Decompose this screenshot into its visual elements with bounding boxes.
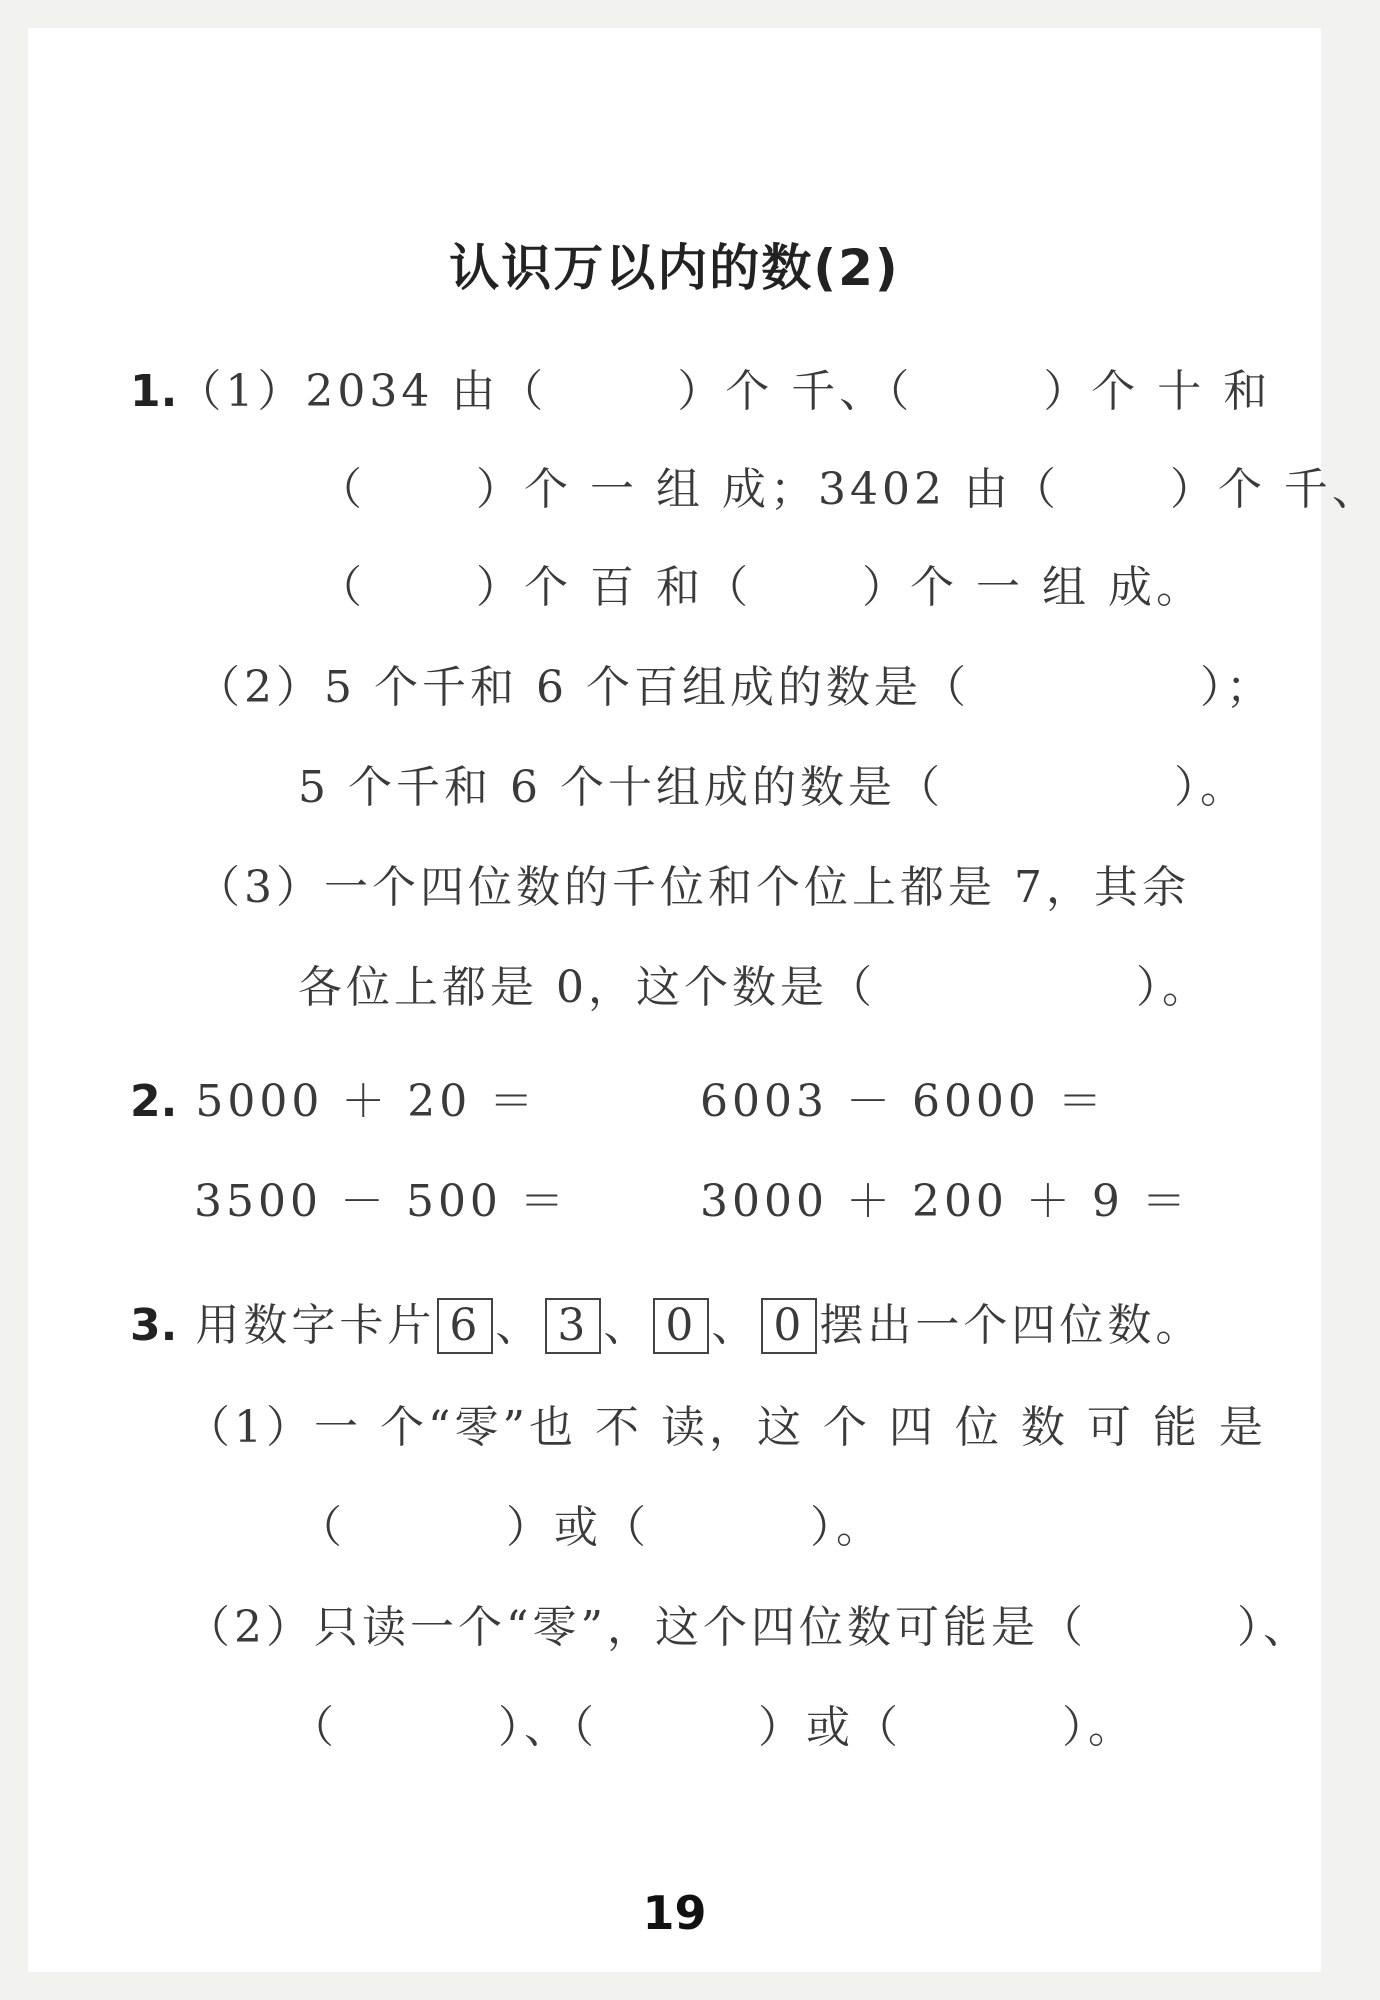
q1-part3-line2-b: ）。 (1135, 962, 1210, 1013)
digit-card: 3 (545, 1298, 601, 1354)
separator: 、 (495, 1300, 544, 1351)
digit-card: 6 (437, 1298, 493, 1354)
q3-line-5 (290, 1698, 1136, 1758)
q1-part1-tag: （1） (177, 366, 306, 417)
q1-part2-text-a: 5 个千和 6 个百组成的数是（ (324, 662, 970, 713)
q1-part2-line2-a: 5 个千和 6 个十组成的数是（ (298, 762, 944, 813)
q3-intro-a: 用数字卡片 (195, 1300, 436, 1351)
q1-line-4 (196, 658, 1274, 718)
q3-part1-line2-a: （ (298, 1502, 346, 1553)
q3-part2-tag: （2） (186, 1602, 314, 1653)
q1-part3-line2-a: 各位上都是 0，这个数是（ (298, 962, 876, 1013)
q3-number: 3. (130, 1300, 178, 1351)
q1-part1-text-b: ）个 千、（ (677, 366, 914, 417)
q3-line-1 (130, 1296, 1203, 1356)
q3-intro-b: 摆出一个四位数。 (819, 1300, 1204, 1351)
page-number: 19 (642, 1886, 707, 1940)
page-title: 认识万以内的数(2) (449, 239, 900, 297)
q3-line-4 (186, 1598, 1311, 1658)
q1-part1-line3-a: （ (318, 562, 366, 613)
q1-part3-tag: （3） (196, 862, 324, 913)
q1-part3-text: 一个四位数的千位和个位上都是 7，其余 (324, 862, 1190, 913)
q3-part1-line2-b: ）或（ (506, 1502, 650, 1553)
q1-line-6 (196, 858, 1190, 918)
q1-part1-line2-a: （ (318, 464, 366, 515)
q1-part2-line2-b: ）。 (1173, 762, 1248, 813)
q3-line-2 (186, 1398, 1267, 1458)
q1-number: 1. (130, 366, 178, 417)
q1-line-5 (298, 758, 1248, 818)
q1-line-1 (130, 362, 1271, 422)
q1-line-3 (318, 558, 1204, 618)
q3-part1-line2-c: ）。 (810, 1502, 884, 1553)
q2-expr-3: 3500 － 500 ＝ (194, 1176, 568, 1227)
q2-expr-2: 6003 － 6000 ＝ (700, 1076, 1106, 1127)
digit-card: 0 (761, 1298, 817, 1354)
q1-part2-text-b: ）； (1199, 662, 1274, 713)
q1-part1-line2-b: ）个 一 组 成；3402 由（ (476, 464, 1060, 515)
q3-part1-tag: （1） (186, 1402, 314, 1453)
q3-part2-text-a: 只读一个“零”，这个四位数可能是（ (314, 1602, 1087, 1653)
q2-line-1 (130, 1072, 537, 1132)
q1-part1-text-a: 2034 由（ (305, 366, 548, 417)
q3-part2-line2-d: ）。 (1062, 1702, 1136, 1753)
separator: 、 (711, 1300, 760, 1351)
q2-expr-1: 5000 ＋ 20 ＝ (195, 1076, 538, 1127)
separator: 、 (603, 1300, 652, 1351)
q1-line-2 (318, 460, 1380, 520)
q1-part1-line3-b: ）个 百 和（ (476, 562, 752, 613)
q1-part2-tag: （2） (196, 662, 324, 713)
q2-expr-4: 3000 ＋ 200 ＋ 9 ＝ (700, 1176, 1190, 1227)
digit-card: 0 (653, 1298, 709, 1354)
q1-part1-line3-c: ）个 一 组 成。 (861, 562, 1204, 613)
q3-part2-line2-c: ）或（ (758, 1702, 902, 1753)
q1-line-7 (298, 958, 1210, 1018)
q2-number: 2. (130, 1076, 178, 1127)
q3-part2-line2-a: （ (290, 1702, 338, 1753)
q1-part1-line2-c: ）个 千、 (1169, 464, 1380, 515)
q3-part2-line2-b: ）、（ (498, 1702, 598, 1753)
q1-part1-text-c: ）个 十 和 (1043, 366, 1272, 417)
q3-part1-text: 一 个“零”也 不 读，这 个 四 位 数 可 能 是 (314, 1402, 1267, 1453)
q3-part2-text-b: ）、 (1237, 1602, 1311, 1653)
q3-line-3 (298, 1498, 884, 1558)
